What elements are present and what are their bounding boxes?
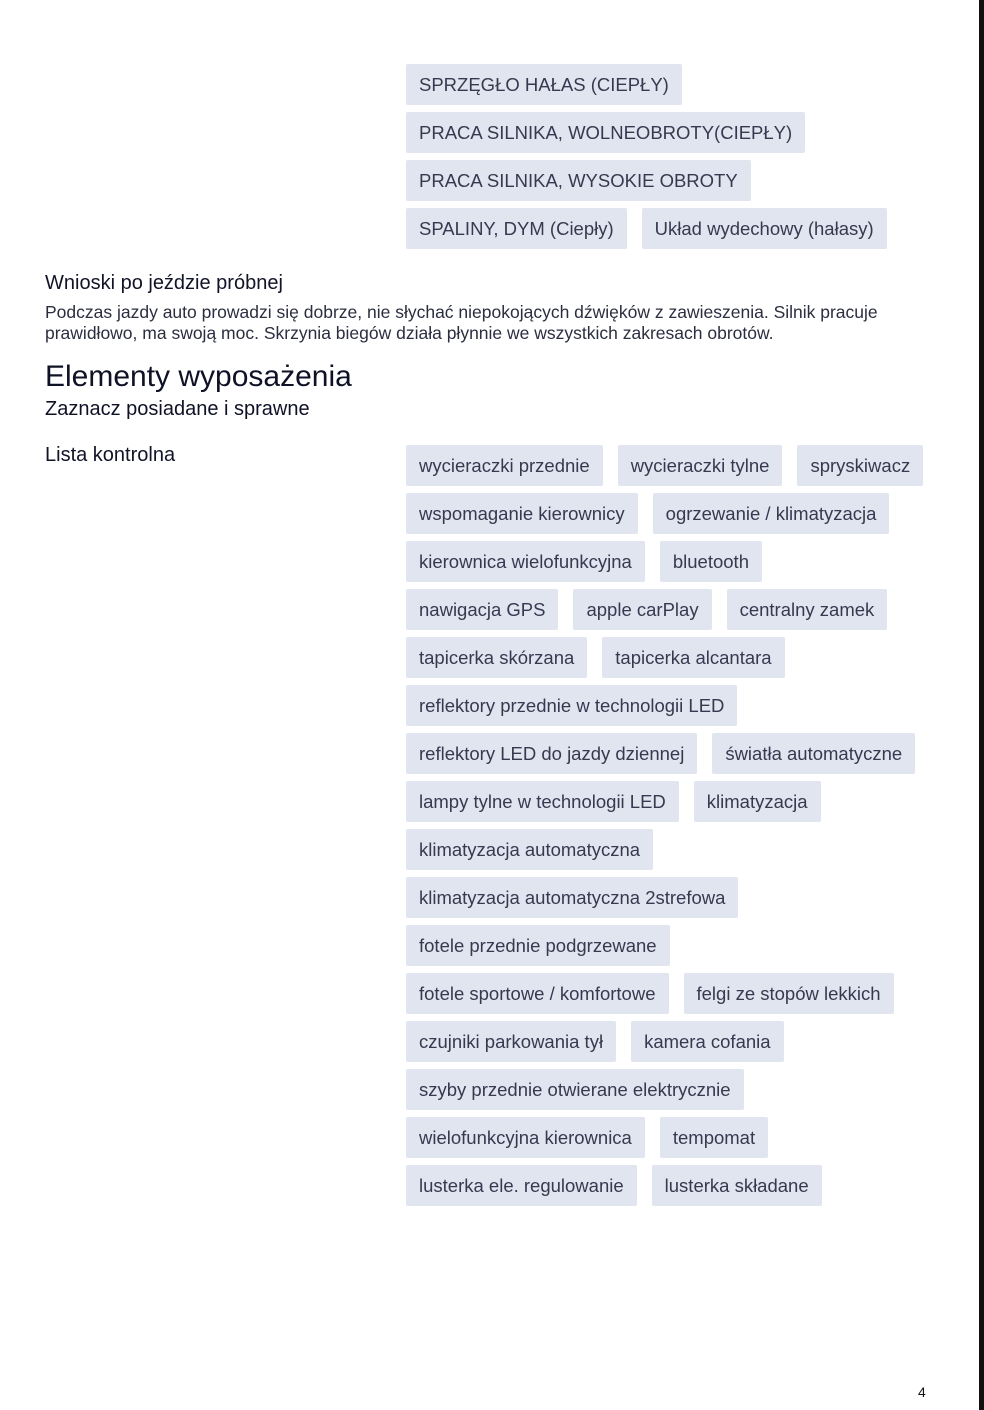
tag-chip[interactable]: fotele sportowe / komfortowe [406, 973, 669, 1014]
test-drive-tag-list [406, 64, 926, 249]
tag-chip[interactable]: tempomat [660, 1117, 768, 1158]
tag-chip[interactable]: tapicerka alcantara [602, 637, 784, 678]
tag-chip[interactable]: nawigacja GPS [406, 589, 558, 630]
tag-chip[interactable]: kierownica wielofunkcyjna [406, 541, 645, 582]
tag-chip[interactable]: światła automatyczne [712, 733, 915, 774]
conclusions-text: Podczas jazdy auto prowadzi się dobrze, nie słychać niepokojących dźwięków z zawieszenia. Silnik pracuje prawidłowo, ma swoją moc. Skrzynia biegów działa płynnie we wszystkich zakresach obrotów. [45, 302, 878, 343]
equipment-tag-list [406, 445, 926, 1206]
tag-chip[interactable]: wycieraczki tylne [618, 445, 783, 486]
equipment-section-subtitle: Zaznacz posiadane i sprawne [45, 398, 310, 420]
tag-chip[interactable]: czujniki parkowania tył [406, 1021, 616, 1062]
tag-chip[interactable]: szyby przednie otwierane elektrycznie [406, 1069, 744, 1110]
tag-chip[interactable]: SPRZĘGŁO HAŁAS (CIEPŁY) [406, 64, 682, 105]
tag-chip[interactable]: reflektory przednie w technologii LED [406, 685, 737, 726]
tag-chip[interactable]: felgi ze stopów lekkich [684, 973, 894, 1014]
tag-chip[interactable]: lusterka ele. regulowanie [406, 1165, 637, 1206]
tag-chip[interactable]: klimatyzacja [694, 781, 821, 822]
tag-chip[interactable]: kamera cofania [631, 1021, 783, 1062]
tag-chip[interactable]: fotele przednie podgrzewane [406, 925, 670, 966]
tag-chip[interactable]: tapicerka skórzana [406, 637, 587, 678]
equipment-section-title: Elementy wyposażenia [45, 360, 352, 393]
tag-chip[interactable]: ogrzewanie / klimatyzacja [653, 493, 890, 534]
tag-chip[interactable]: PRACA SILNIKA, WOLNEOBROTY(CIEPŁY) [406, 112, 805, 153]
tag-chip[interactable]: lampy tylne w technologii LED [406, 781, 679, 822]
conclusions-title: Wnioski po jeździe próbnej [45, 272, 283, 294]
checklist-label: Lista kontrolna [45, 444, 176, 466]
tag-chip[interactable]: wielofunkcyjna kierownica [406, 1117, 645, 1158]
tag-chip[interactable]: centralny zamek [727, 589, 888, 630]
tag-chip[interactable]: klimatyzacja automatyczna 2strefowa [406, 877, 738, 918]
tag-chip[interactable]: SPALINY, DYM (Ciepły) [406, 208, 627, 249]
tag-chip[interactable]: bluetooth [660, 541, 762, 582]
tag-chip[interactable]: apple carPlay [573, 589, 711, 630]
tag-chip[interactable]: lusterka składane [652, 1165, 822, 1206]
tag-chip[interactable]: Układ wydechowy (hałasy) [642, 208, 887, 249]
tag-chip[interactable]: wspomaganie kierownicy [406, 493, 638, 534]
tag-chip[interactable]: reflektory LED do jazdy dziennej [406, 733, 697, 774]
tag-chip[interactable]: wycieraczki przednie [406, 445, 603, 486]
page-edge-border [979, 0, 984, 1410]
tag-chip[interactable]: PRACA SILNIKA, WYSOKIE OBROTY [406, 160, 751, 201]
tag-chip[interactable]: spryskiwacz [797, 445, 923, 486]
tag-chip[interactable]: klimatyzacja automatyczna [406, 829, 653, 870]
page-number: 4 [918, 1384, 926, 1400]
